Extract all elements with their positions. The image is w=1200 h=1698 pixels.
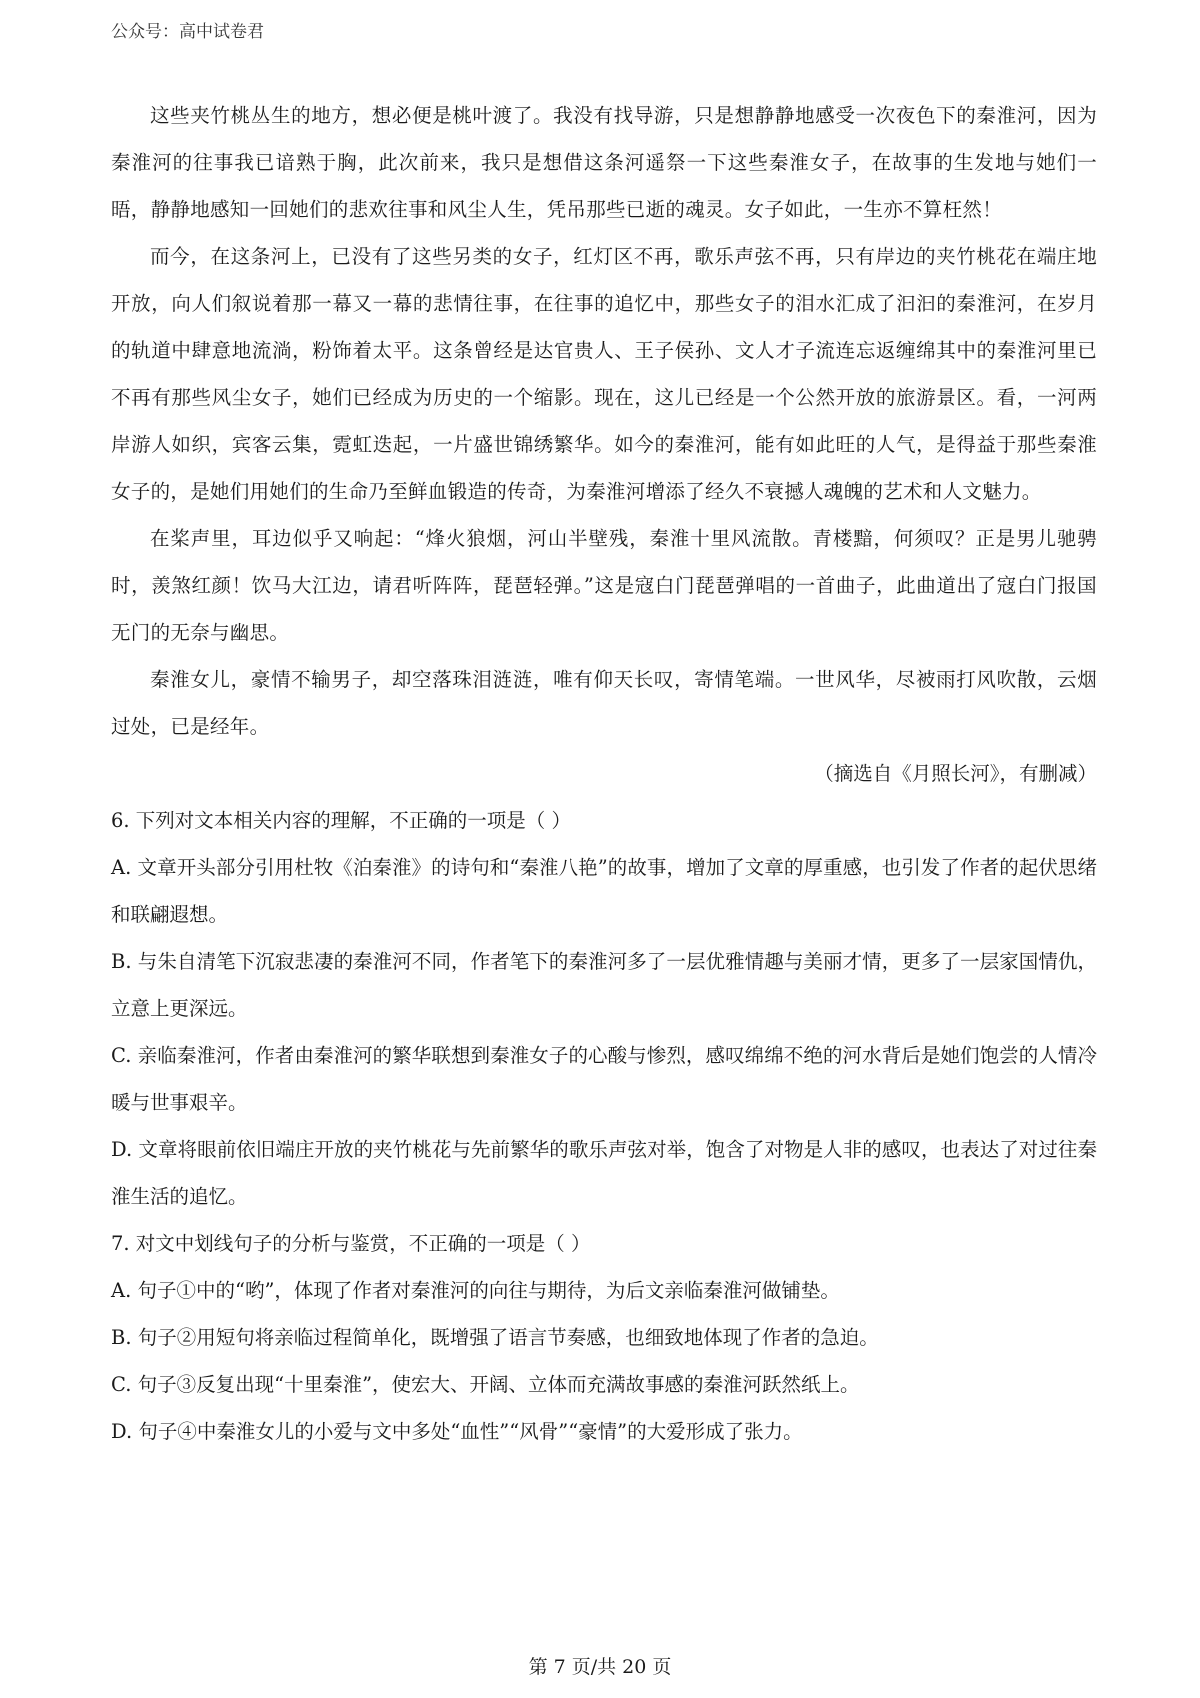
question-6-option-d: D. 文章将眼前依旧端庄开放的夹竹桃花与先前繁华的歌乐声弦对举，饱含了对物是人非的感叹，也表达了对过往秦淮生活的追忆。 bbox=[111, 1138, 1097, 1208]
passage-source: （摘选自《月照长河》，有删减） bbox=[814, 762, 1097, 785]
question-7-option-d: D. 句子④中秦淮女儿的小爱与文中多处“血性”“风骨”“豪情”的大爱形成了张力。 bbox=[111, 1420, 803, 1443]
question-6-option-c: C. 亲临秦淮河，作者由秦淮河的繁华联想到秦淮女子的心酸与惨烈，感叹绵绵不绝的河水背后是她们饱尝的人情冷暖与世事艰辛。 bbox=[111, 1044, 1097, 1114]
passage-paragraph-3: 在桨声里，耳边似乎又响起：“烽火狼烟，河山半壁残，秦淮十里风流散。青楼黯，何须叹？正是男儿驰骋时，羡煞红颜！饮马大江边，请君听阵阵，琵琶轻弹。”这是寇白门琵琶弹唱的一首曲子，此曲道出了寇白门报国无门的无奈与幽思。 bbox=[111, 527, 1097, 644]
question-7-stem: 7. 对文中划线句子的分析与鉴赏，不正确的一项是（ ） bbox=[111, 1232, 591, 1255]
question-6 bbox=[111, 797, 1097, 1220]
question-6-option-a: A. 文章开头部分引用杜牧《泊秦淮》的诗句和“秦淮八艳”的故事，增加了文章的厚重感，也引发了作者的起伏思绪和联翩遐想。 bbox=[111, 856, 1097, 926]
page-number: 第 7 页/共 20 页 bbox=[528, 1656, 672, 1678]
question-7-option-a: A. 句子①中的“哟”，体现了作者对秦淮河的向往与期待，为后文亲临秦淮河做铺垫。 bbox=[111, 1279, 840, 1302]
question-7-option-b: B. 句子②用短句将亲临过程简单化，既增强了语言节奏感，也细致地体现了作者的急迫。 bbox=[111, 1326, 879, 1349]
page-content bbox=[111, 92, 1097, 1455]
passage-paragraph-1: 这些夹竹桃丛生的地方，想必便是桃叶渡了。我没有找导游，只是想静静地感受一次夜色下的秦淮河，因为秦淮河的往事我已谙熟于胸，此次前来，我只是想借这条河遥祭一下这些秦淮女子，在故事的生发地与她们一晤，静静地感知一回她们的悲欢往事和风尘人生，凭吊那些已逝的魂灵。女子如此，一生亦不算枉然！ bbox=[111, 104, 1097, 221]
passage-paragraph-2: 而今，在这条河上，已没有了这些另类的女子，红灯区不再，歌乐声弦不再，只有岸边的夹竹桃花在端庄地开放，向人们叙说着那一幕又一幕的悲情往事，在往事的追忆中，那些女子的泪水汇成了汩汩的秦淮河，在岁月的轨道中肆意地流淌，粉饰着太平。这条曾经是达官贵人、王子侯孙、文人才子流连忘返缠绵其中的秦淮河里已不再有那些风尘女子，她们已经成为历史的一个缩影。现在，这儿已经是一个公然开放的旅游景区。看，一河两岸游人如织，宾客云集，霓虹迭起，一片盛世锦绣繁华。如今的秦淮河，能有如此旺的人气，是得益于那些秦淮女子的，是她们用她们的生命乃至鲜血锻造的传奇，为秦淮河增添了经久不衰撼人魂魄的艺术和人文魅力。 bbox=[111, 245, 1097, 503]
question-6-stem: 6. 下列对文本相关内容的理解，不正确的一项是（ ） bbox=[111, 809, 572, 832]
passage bbox=[111, 92, 1097, 797]
question-7-option-c: C. 句子③反复出现“十里秦淮”，使宏大、开阔、立体而充满故事感的秦淮河跃然纸上。 bbox=[111, 1373, 860, 1396]
question-6-option-b: B. 与朱自清笔下沉寂悲凄的秦淮河不同，作者笔下的秦淮河多了一层优雅情趣与美丽才情，更多了一层家国情仇，立意上更深远。 bbox=[111, 950, 1097, 1020]
question-7 bbox=[111, 1220, 1097, 1455]
page-header: 公众号：高中试卷君 bbox=[111, 22, 264, 42]
passage-paragraph-4: 秦淮女儿，豪情不输男子，却空落珠泪涟涟，唯有仰天长叹，寄情笔端。一世风华，尽被雨打风吹散，云烟过处，已是经年。 bbox=[111, 668, 1097, 738]
